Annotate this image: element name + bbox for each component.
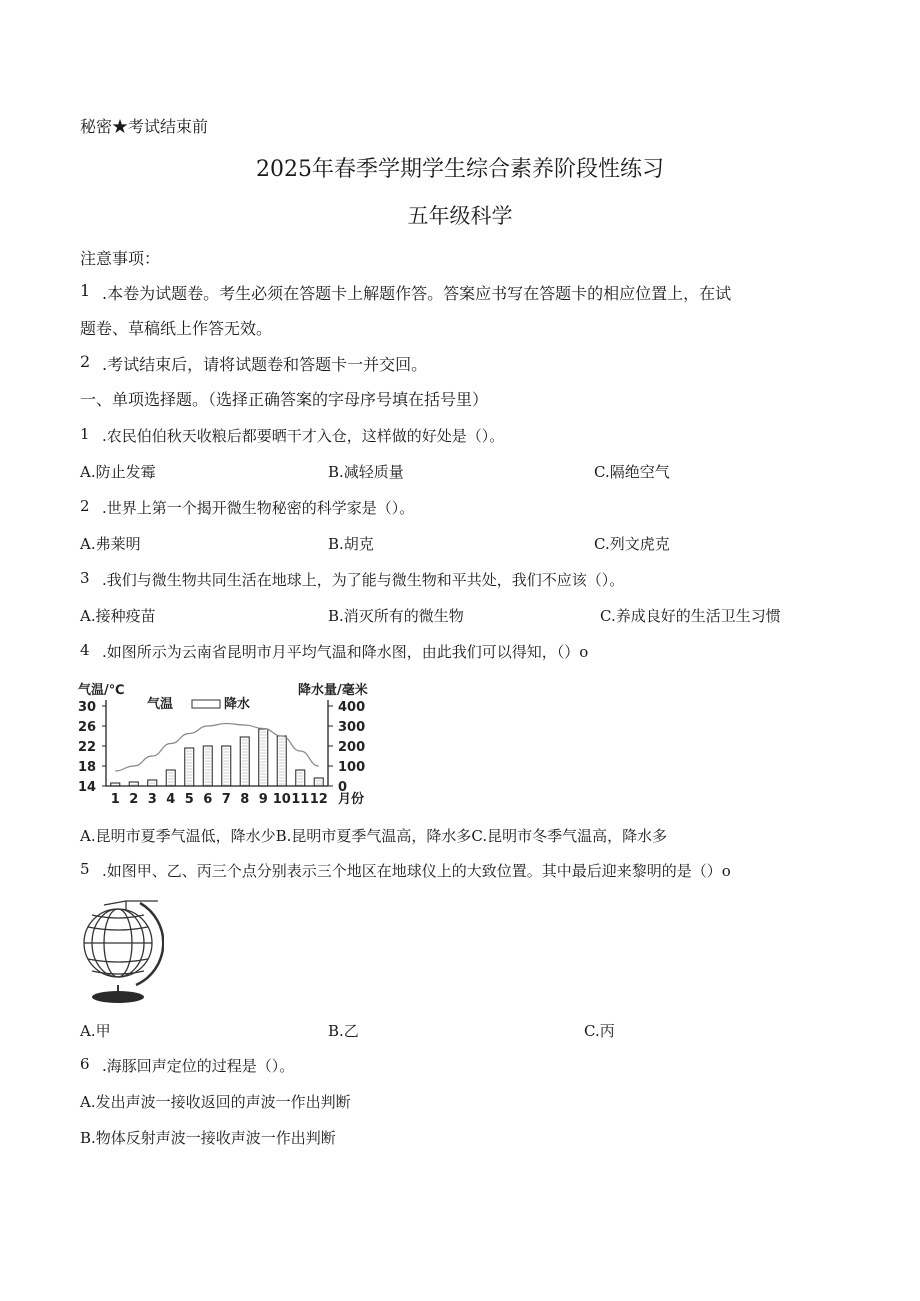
right-axis-label: 降水量/毫米 bbox=[298, 683, 368, 698]
question-2-option-a: A.弗莱明 bbox=[80, 535, 141, 553]
precipitation-bar bbox=[314, 778, 323, 786]
question-1-text: .农民伯伯秋天收粮后都要晒干才入仓，这样做的好处是（）。 bbox=[102, 427, 505, 445]
right-tick-label: 0 bbox=[338, 780, 348, 795]
right-tick-label: 100 bbox=[338, 760, 366, 775]
x-tick-label: 7 bbox=[221, 792, 231, 807]
x-tick-label: 1 bbox=[110, 792, 120, 807]
left-axis-label: 气温/℃ bbox=[78, 683, 125, 698]
question-3-option-a: A.接种疫苗 bbox=[80, 607, 156, 625]
question-4-text: .如图所示为云南省昆明市月平均气温和降水图，由此我们可以得知，（）o bbox=[102, 643, 589, 661]
legend-precipitation-label: 降水 bbox=[224, 697, 251, 712]
left-tick-label: 22 bbox=[78, 740, 97, 755]
notes-heading: 注意事项： bbox=[80, 249, 161, 268]
question-4-options: A.昆明市夏季气温低，降水少B.昆明市夏季气温高，降水多C.昆明市冬季气温高，降水多 bbox=[80, 827, 668, 845]
x-tick-label: 9 bbox=[258, 792, 268, 807]
x-tick-label: 2 bbox=[129, 792, 139, 807]
question-1-option-c: C.隔绝空气 bbox=[594, 463, 670, 481]
temperature-curve bbox=[115, 724, 319, 772]
legend-precipitation-swatch bbox=[192, 700, 220, 708]
exam-subject: 五年级科学 bbox=[407, 204, 513, 228]
x-tick-label: 12 bbox=[309, 792, 328, 807]
note-1-line-1: .本卷为试题卷。考生必须在答题卡上解题作答。答案应书写在答题卡的相应位置上，在试 bbox=[102, 284, 732, 303]
precipitation-bar bbox=[277, 736, 286, 786]
exam-title: 2025年春季学期学生综合素养阶段性练习 bbox=[256, 157, 664, 182]
x-axis-label: 月份 bbox=[338, 792, 365, 807]
question-6-option-a: A.发出声波一接收返回的声波一作出判断 bbox=[80, 1093, 351, 1111]
question-3-option-c: C.养成良好的生活卫生习惯 bbox=[600, 607, 781, 625]
left-tick-label: 14 bbox=[78, 780, 97, 795]
left-tick-label: 26 bbox=[78, 720, 97, 735]
question-2-text: .世界上第一个揭开微生物秘密的科学家是（）。 bbox=[102, 499, 415, 517]
x-tick-label: 3 bbox=[147, 792, 157, 807]
x-tick-label: 6 bbox=[203, 792, 213, 807]
right-tick-label: 200 bbox=[338, 740, 366, 755]
left-tick-label: 18 bbox=[78, 760, 97, 775]
note-2-number: 2 bbox=[80, 352, 91, 371]
confidential-mark: 秘密★考试结束前 bbox=[80, 117, 209, 136]
legend-temperature-label: 气温 bbox=[147, 697, 174, 712]
globe-illustration bbox=[78, 893, 164, 1005]
question-5-option-c: C.丙 bbox=[584, 1022, 615, 1040]
x-tick-label: 10 bbox=[272, 792, 291, 807]
question-2-number: 2 bbox=[80, 497, 90, 515]
left-tick-label: 30 bbox=[78, 700, 97, 715]
question-5-option-b: B.乙 bbox=[328, 1022, 359, 1040]
question-1-option-a: A.防止发霉 bbox=[80, 463, 156, 481]
question-3-option-b: B.消灭所有的微生物 bbox=[328, 607, 464, 625]
globe-base bbox=[92, 991, 144, 1003]
note-1-number: 1 bbox=[80, 281, 91, 300]
question-2-option-c: C.列文虎克 bbox=[594, 535, 670, 553]
precipitation-bar bbox=[296, 770, 305, 786]
precipitation-bar bbox=[240, 737, 249, 786]
question-3-text: .我们与微生物共同生活在地球上，为了能与微生物和平共处，我们不应该（）。 bbox=[102, 571, 625, 589]
right-tick-label: 300 bbox=[338, 720, 366, 735]
note-1-line-2: 题卷、草稿纸上作答无效。 bbox=[80, 319, 273, 338]
question-1-option-b: B.减轻质量 bbox=[328, 463, 404, 481]
question-1-number: 1 bbox=[80, 425, 90, 443]
question-5-option-a: A.甲 bbox=[80, 1022, 111, 1040]
question-4-number: 4 bbox=[80, 641, 90, 659]
precipitation-bar bbox=[166, 770, 175, 786]
right-tick-label: 400 bbox=[338, 700, 366, 715]
kunming-climate-chart bbox=[76, 676, 386, 810]
question-6-number: 6 bbox=[80, 1055, 90, 1073]
note-2-text: .考试结束后，请将试题卷和答题卡一并交回。 bbox=[102, 355, 428, 374]
x-tick-label: 11 bbox=[291, 792, 310, 807]
question-5-text: .如图甲、乙、丙三个点分别表示三个地区在地球仪上的大致位置。其中最后迎来黎明的是（）o bbox=[102, 862, 731, 880]
section-1-heading: 一、单项选择题。（选择正确答案的字母序号填在括号里） bbox=[80, 390, 489, 409]
x-tick-label: 4 bbox=[166, 792, 176, 807]
x-tick-label: 5 bbox=[184, 792, 194, 807]
question-5-number: 5 bbox=[80, 860, 90, 878]
precipitation-bar bbox=[259, 729, 268, 786]
x-tick-label: 8 bbox=[240, 792, 250, 807]
question-2-option-b: B.胡克 bbox=[328, 535, 374, 553]
question-6-option-b: B.物体反射声波一接收声波一作出判断 bbox=[80, 1129, 336, 1147]
globe-label-line bbox=[104, 901, 158, 905]
question-6-text: .海豚回声定位的过程是（）。 bbox=[102, 1057, 295, 1075]
question-3-number: 3 bbox=[80, 569, 90, 587]
